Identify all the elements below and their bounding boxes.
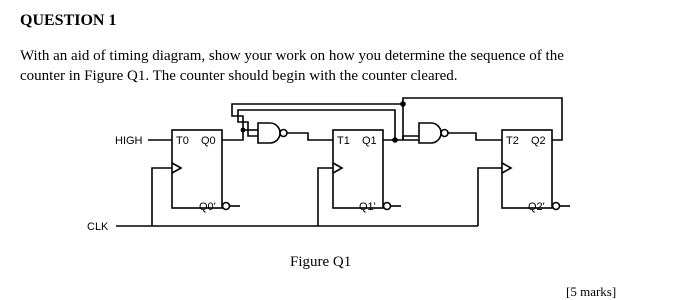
ff1-t-label: T1	[337, 135, 350, 147]
clk-to-ff2-wire	[478, 168, 502, 226]
question-text-line-1: With an aid of timing diagram, show your work on how you determine the sequence of the	[20, 48, 564, 64]
ff1-qbar-label: Q1'	[359, 201, 376, 213]
q2-feedback-wire	[403, 98, 562, 140]
clk-to-ff1-wire	[318, 168, 333, 226]
and-gate-1	[258, 123, 280, 143]
ff2-q-label: Q2	[531, 135, 546, 147]
junction-dot-and1	[241, 128, 246, 133]
question-text-line-2: counter in Figure Q1. The counter should begin with the counter cleared.	[20, 68, 458, 84]
ff2-qbar-label: Q2'	[528, 201, 545, 213]
ff0-q-label: Q0	[201, 135, 216, 147]
and2-to-t2-wire	[448, 133, 502, 140]
marks-label: [5 marks]	[566, 284, 617, 299]
q2-bar-bubble	[553, 203, 560, 210]
junction-dot-q1	[392, 137, 398, 143]
figure-caption: Figure Q1	[290, 254, 352, 270]
ff2-clock-marker	[502, 163, 511, 173]
and-gate-2	[419, 123, 441, 143]
and1-to-t1-wire	[287, 133, 333, 140]
q1-bar-bubble	[384, 203, 391, 210]
junction-dot-q0	[400, 101, 406, 107]
and-gate-1-bubble	[280, 130, 287, 137]
clk-label: CLK	[87, 221, 109, 233]
ff1-clock-marker	[333, 163, 342, 173]
high-label: HIGH	[115, 135, 143, 147]
ff1-q-label: Q1	[362, 135, 377, 147]
and-gate-2-bubble	[441, 130, 448, 137]
ff0-qbar-label: Q0'	[199, 201, 216, 213]
ff0-clock-marker	[172, 163, 181, 173]
question-title: QUESTION 1	[20, 12, 117, 29]
clk-to-ff0-wire	[152, 168, 172, 226]
ff0-t-label: T0	[176, 135, 189, 147]
q0-bar-bubble	[223, 203, 230, 210]
ff2-t-label: T2	[506, 135, 519, 147]
